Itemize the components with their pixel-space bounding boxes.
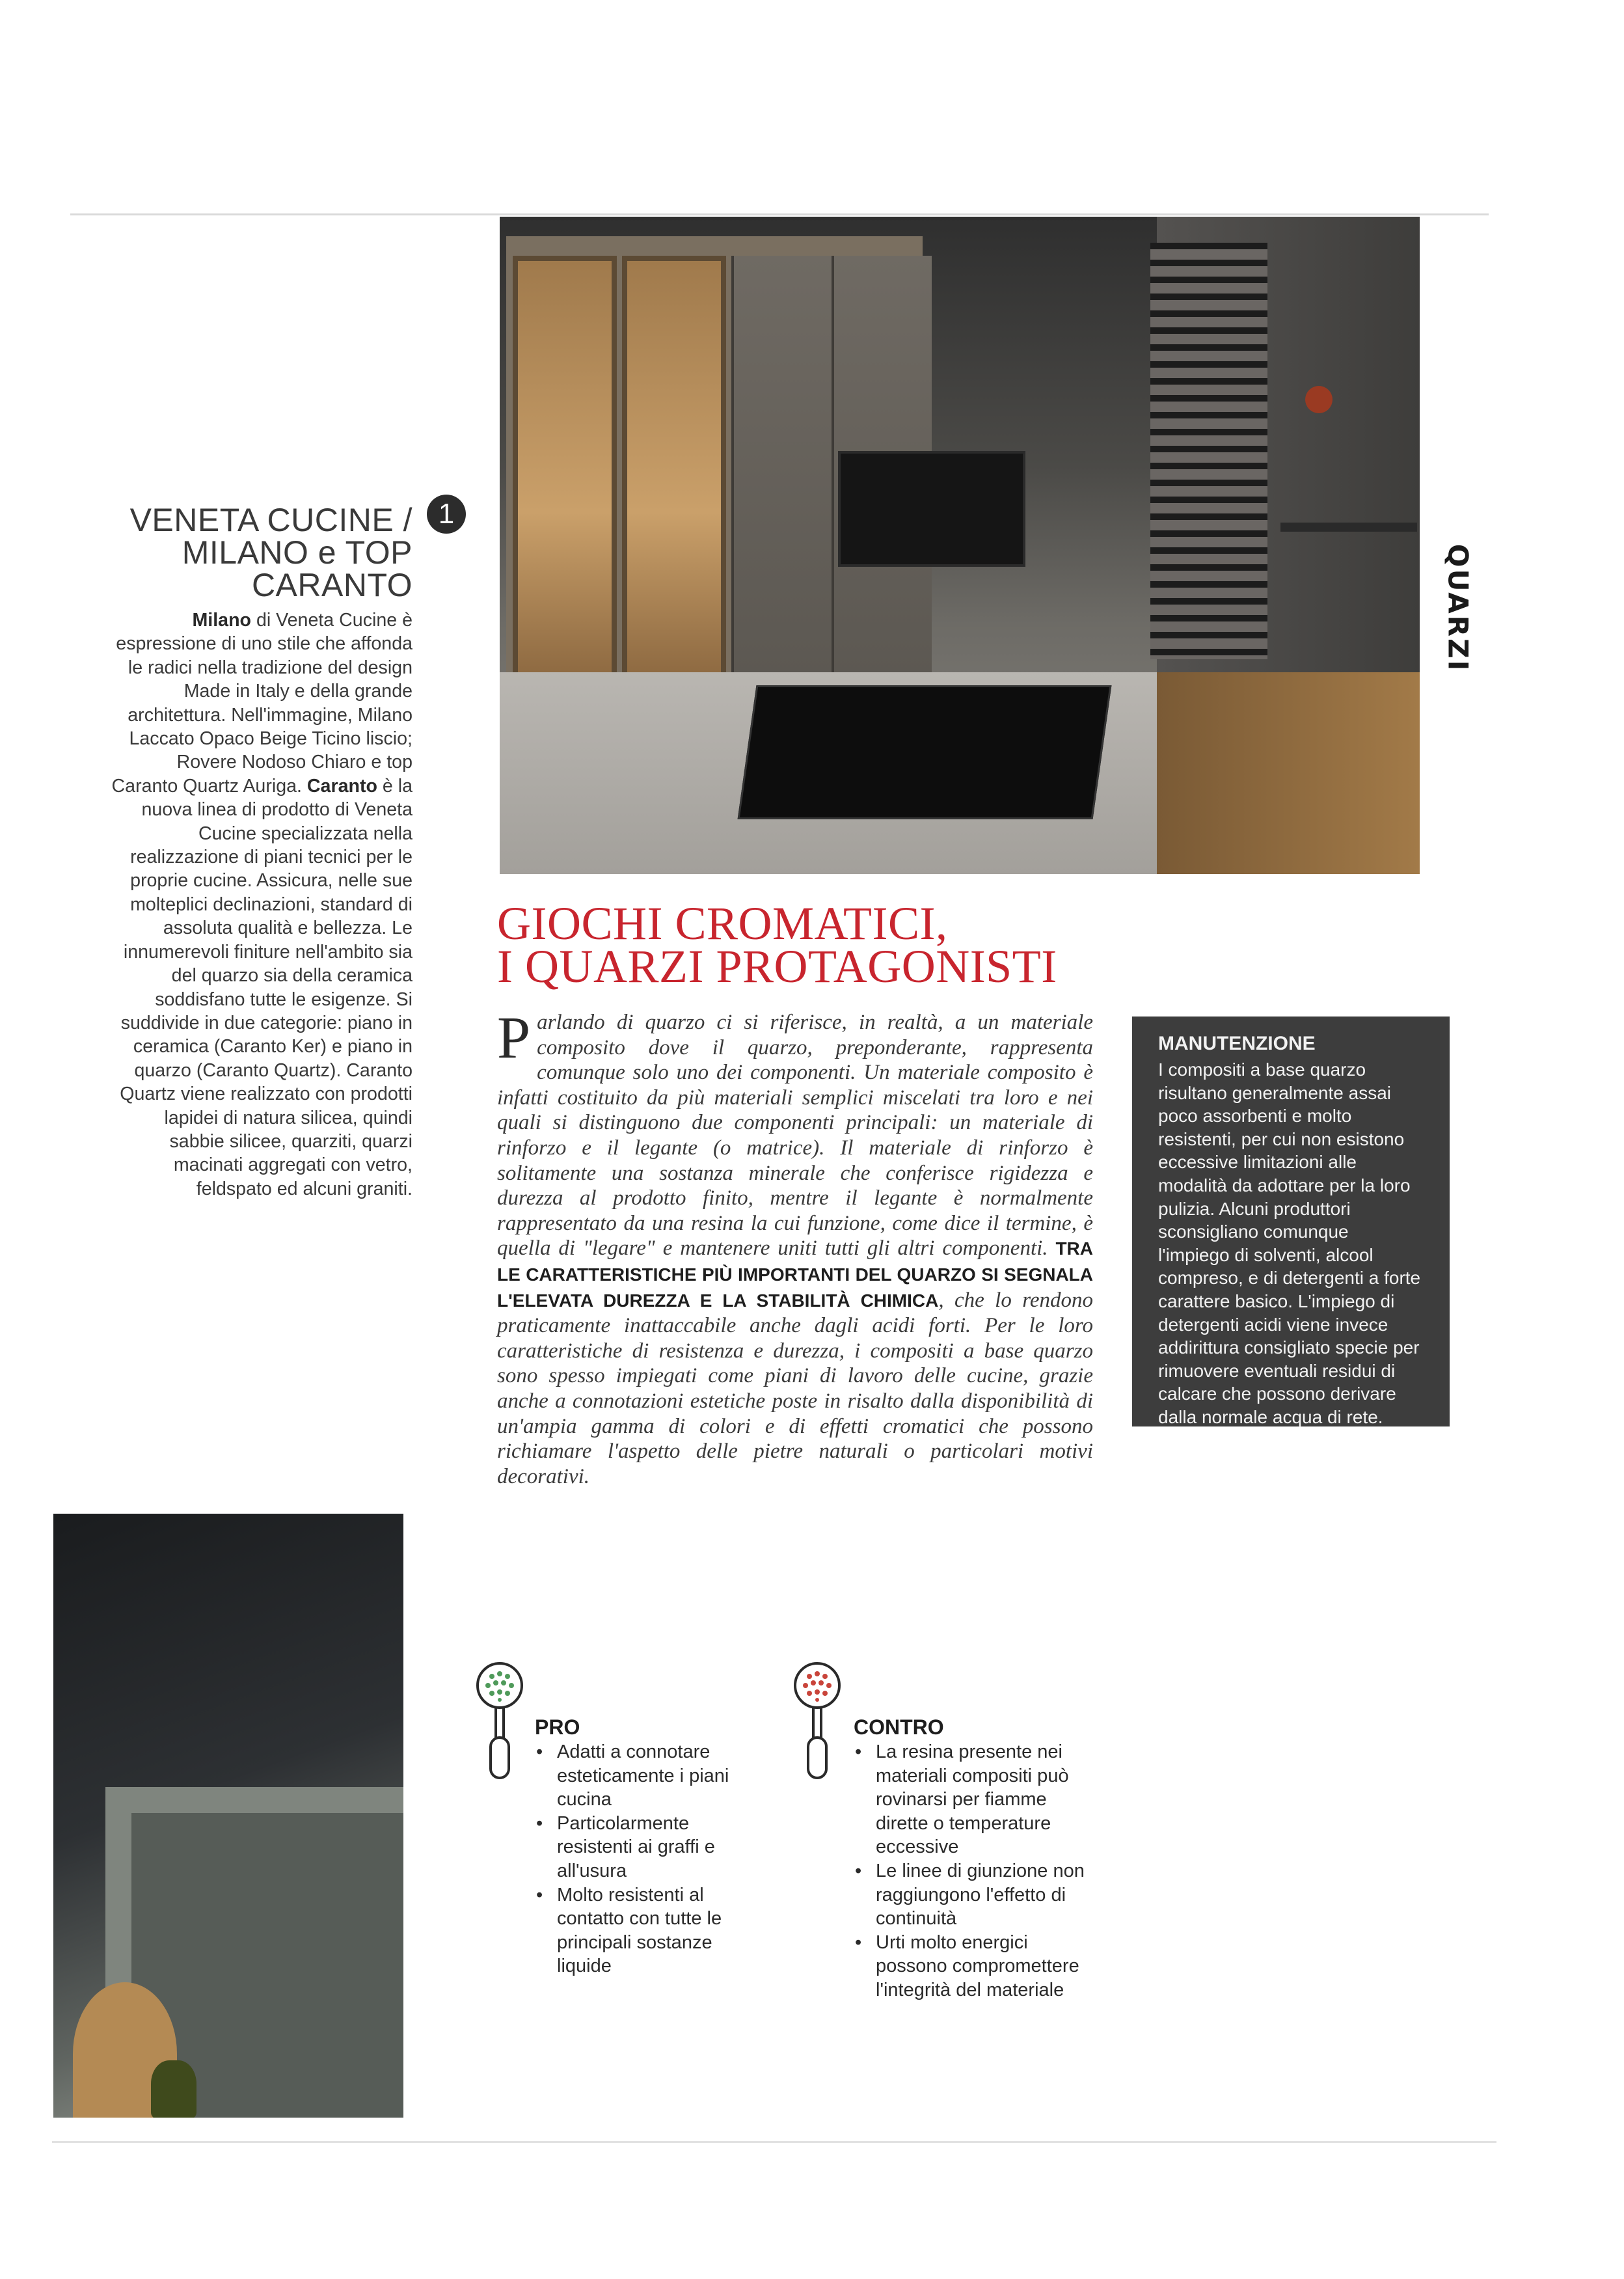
photo-shelf-bay-left xyxy=(513,256,617,685)
maintenance-box xyxy=(1132,1017,1450,1426)
maintenance-title: MANUTENZIONE xyxy=(1158,1033,1316,1054)
detail-photo xyxy=(53,1514,403,2118)
photo-oil-bottle xyxy=(151,2060,196,2118)
green-dot-spatula-icon xyxy=(474,1659,526,1783)
headline-line-2: I QUARZI PROTAGONISTI xyxy=(497,940,1057,992)
pro-item: • Particolarmente resistenti ai graffi e all'usura xyxy=(534,1812,742,1883)
photo-island-wood-side xyxy=(1157,672,1420,874)
pro-title: PRO xyxy=(535,1715,580,1739)
contro-list xyxy=(852,1740,1100,2002)
article-emphasis: TRA LE CARATTERISTICHE PIÙ IMPORTANTI DEL QUARZO SI SEGNALA L'ELEVATA DUREZZA E LA STABILITÀ CHIMICA xyxy=(497,1238,1093,1311)
pro-item: • Adatti a connotare esteticamente i piani cucina xyxy=(534,1740,742,1812)
bottom-rule xyxy=(52,2141,1496,2143)
maintenance-text: I compositi a base quarzo risultano generalmente assai poco assorbenti e molto resistenti, per cui non esistono eccessive limitazioni alle modalità da adottare per la loro pulizia. Alcuni produttori sconsigliano comunque l'impiego di solventi, alcool compreso, e di detergenti a forte carattere basico. L'impiego di detergenti acidi viene invece addirittura consigliato specie per rimuovere eventuali residui di calcare che possono derivare dalla normale acqua di rete. xyxy=(1158,1059,1421,1427)
photo-slatted-divider xyxy=(1150,243,1267,659)
article-text-part2: , che lo rendono praticamente inattaccabile anche dagli acidi forti. Per le loro caratteristiche di resistenza e durezza, i compositi a base quarzo sono spesso impiegati come piani di lavoro delle cucine, grazie anche a connotazioni estetiche poste in risalto dalla disponibilità di un'ampia gamma di colori e di effetti cromatici che possono richiamare l'aspetto delle pietre naturali o particolari motivi decorativi. xyxy=(497,1288,1093,1488)
article-text-part1: arlando di quarzo ci si riferisce, in realtà, a un materiale composito dove il quarzo, preponderante, rappresenta comunque solo uno dei componenti. Un materiale composito è infatti costituito da più materiali semplici miscelati tra loro e nei quali si distinguono due componenti principali: un materiale di rinforzo e il legante (o matrice). Il materiale di rinforzo è solitamente una sostanza minerale che conferisce rigidezza e durezza al prodotto finito, mentre il legante è normalmente rappresentato da una resina la cui funzione, come dice il termine, è quella di "legare" e mantenere uniti tutti gli altri componenti. xyxy=(497,1011,1093,1261)
photo-pendant-lamp xyxy=(1305,386,1333,413)
photo-oven xyxy=(838,451,1025,567)
headline-line-1: GIOCHI CROMATICI, xyxy=(497,897,948,949)
section-tag-label: QUARZI xyxy=(1442,543,1474,673)
top-rule xyxy=(70,213,1489,215)
caption-lead-brand: Milano xyxy=(192,610,251,631)
caption-text-part2: è la nuova linea di prodotto di Veneta Cucine specializzata nella realizzazione di piani tecnici per le proprie cucine. Assicura, nelle sue molteplici declinazioni, standard di assoluta qualità e bellezza. Le innumerevoli finiture nell'ambito sia del quarzo sia della ceramica soddisfano tutte le esigenze. Si suddivide in due categorie: piano in ceramica (Caranto Ker) e piano in quarzo (Caranto Quartz). Caranto Quartz viene realizzato con prodotti lapidei di natura silicea, quindi sabbie silicee, quarziti, quarzi macinati aggregati con vetro, feldspato ed alcuni graniti. xyxy=(120,775,413,1199)
caption-body xyxy=(111,608,413,1201)
section-tag xyxy=(1442,534,1474,683)
caption-text-part1: di Veneta Cucine è espressione di uno stile che affonda le radici nella tradizione del design Made in Italy e della grande architettura. Nell'immagine, Milano Laccato Opaco Beige Ticino liscio; Rovere Nodoso Chiaro e top Caranto Quartz Auriga. xyxy=(111,610,413,797)
photo-shelf-bay-right xyxy=(622,256,726,685)
contro-item: • Urti molto energici possono compromettere l'integrità del materiale xyxy=(852,1931,1100,2002)
contro-title: CONTRO xyxy=(854,1715,944,1739)
article-headline xyxy=(497,897,1148,992)
red-dot-spatula-icon xyxy=(791,1659,843,1783)
photo-dining-table xyxy=(1280,523,1417,532)
pro-item: • Molto resistenti al contatto con tutte le principali sostanze liquide xyxy=(534,1883,742,1978)
contro-item: • La resina presente nei materiali compositi può rovinarsi per fiamme dirette o temperature eccessive xyxy=(852,1740,1100,1859)
article-body xyxy=(497,1004,1093,1489)
caption-title: VENETA CUCINE / MILANO e TOP CARANTO xyxy=(129,502,413,603)
contro-item: • Le linee di giunzione non raggiungono l'effetto di continuità xyxy=(852,1859,1100,1931)
caption-brand-caranto: Caranto xyxy=(306,775,377,797)
kitchen-photo xyxy=(500,217,1420,874)
caption-number-badge: 1 xyxy=(427,495,466,534)
pro-list xyxy=(534,1740,742,1978)
article-dropcap: P xyxy=(497,1004,531,1071)
photo-cabinet-door xyxy=(731,256,832,724)
photo-induction-hob xyxy=(738,685,1112,819)
